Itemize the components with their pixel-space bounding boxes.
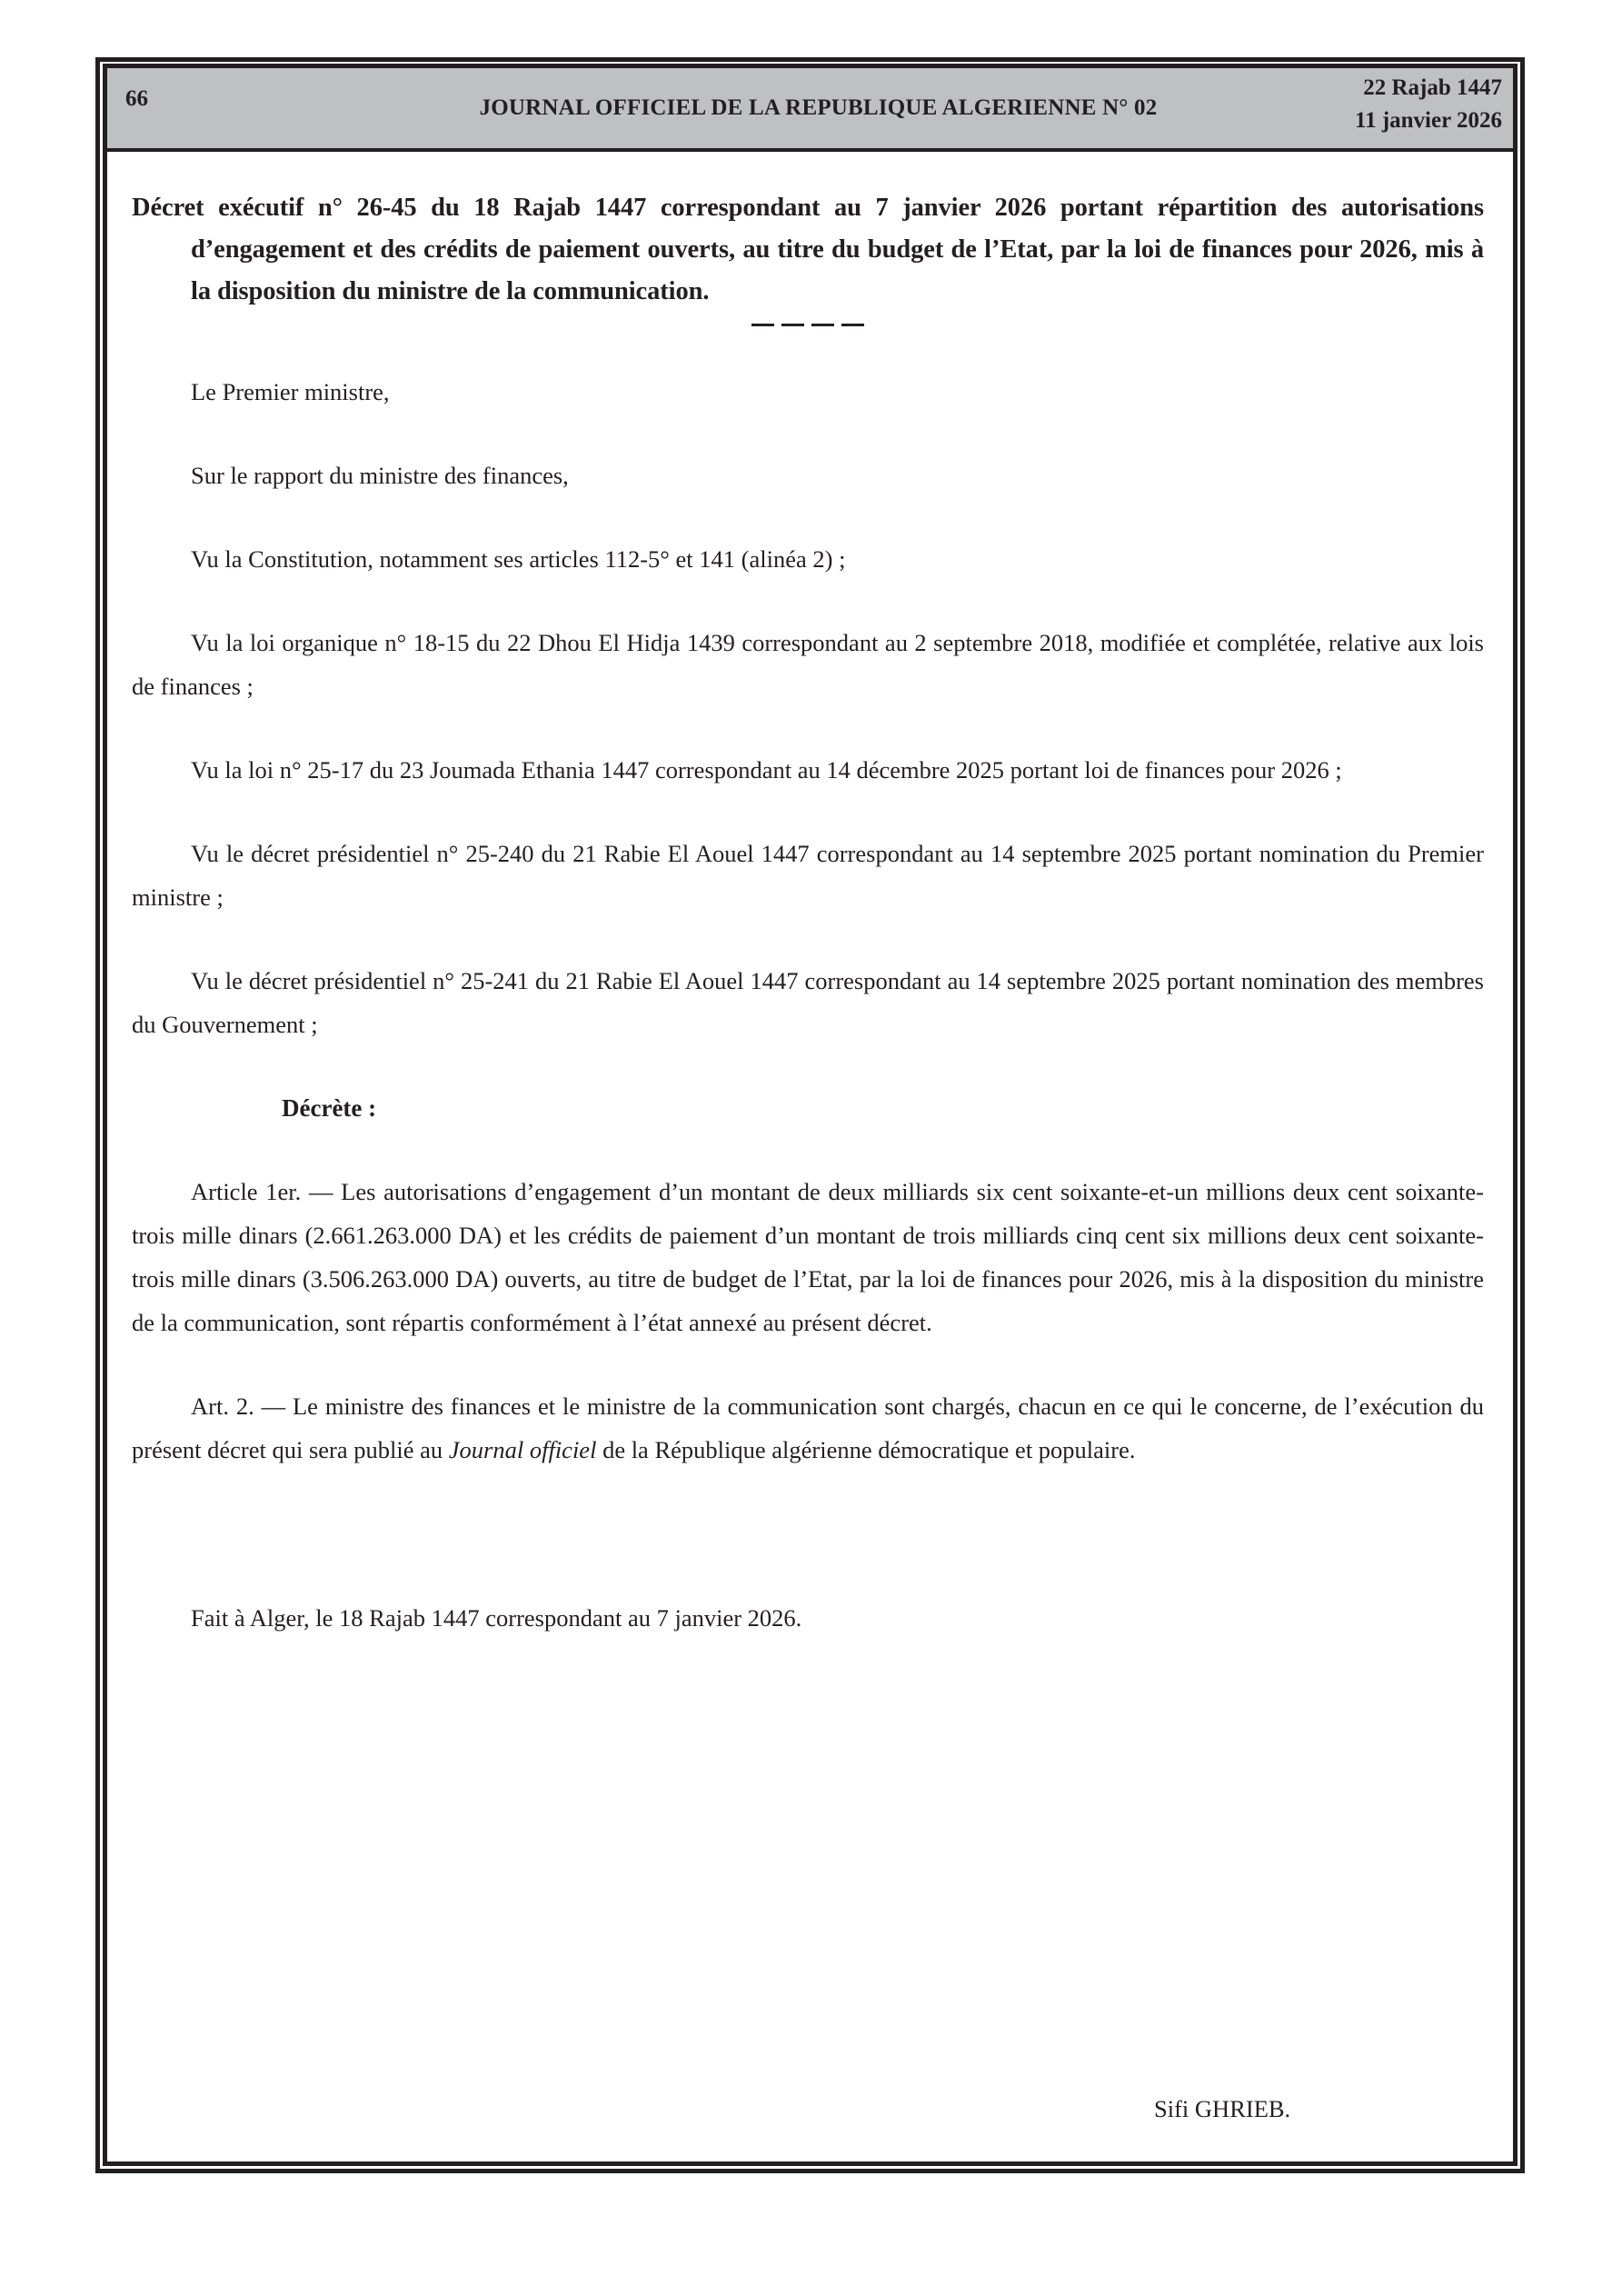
- article-2: [132, 1384, 1484, 1472]
- preamble-loi-organique: Vu la loi organique n° 18-15 du 22 Dhou El Hidja 1439 correspondant au 2 septembre 2018, modifiée et complétée, relative aux lois de finances ;: [132, 629, 1484, 700]
- document-body: [132, 187, 1484, 1640]
- article-2-text-end: de la République algérienne démocratique et populaire.: [596, 1436, 1136, 1463]
- preamble-loi-finances: Vu la loi n° 25-17 du 23 Joumada Ethania 1447 correspondant au 14 décembre 2025 portant loi de finances pour 2026 ;: [191, 756, 1342, 784]
- decrete-heading: Décrète :: [282, 1094, 377, 1122]
- separator-dash: [751, 324, 774, 326]
- preamble-premier-ministre: Le Premier ministre,: [191, 378, 390, 405]
- title-separator: [132, 322, 1484, 327]
- preamble-constitution: Vu la Constitution, notamment ses articles 112-5° et 141 (alinéa 2) ;: [191, 545, 846, 573]
- preamble-decret-premier-ministre: Vu le décret présidentiel n° 25-240 du 21 Rabie El Aouel 1447 correspondant au 14 septembre 2025 portant nomination du Premier ministre ;: [132, 840, 1484, 911]
- decree-title: Décret exécutif n° 26-45 du 18 Rajab 1447 correspondant au 7 janvier 2026 portant répartition des autorisations d’engagement et des crédits de paiement ouverts, au titre du budget de l’Etat, par la loi de finances pour 2026, mis à la disposition du ministre de la communication.: [132, 194, 1484, 305]
- journal-officiel-italic: Journal officiel: [448, 1436, 597, 1463]
- journal-header: [107, 68, 1513, 152]
- separator-dash: [811, 324, 834, 326]
- gregorian-date: 11 janvier 2026: [1354, 108, 1502, 133]
- preamble-rapport: Sur le rapport du ministre des finances,: [191, 462, 569, 489]
- journal-title: JOURNAL OFFICIEL DE LA REPUBLIQUE ALGERIENNE N° 02: [479, 95, 1158, 120]
- issue-date: [1355, 72, 1502, 137]
- article-2-text: Art. 2. — Le ministre des finances et le ministre de la communication sont chargés, chacun en ce qui le concerne, de l’exécution du présent décret qui sera publié au: [132, 1393, 1484, 1463]
- preamble-decret-gouvernement: Vu le décret présidentiel n° 25-241 du 21 Rabie El Aouel 1447 correspondant au 14 septembre 2025 portant nomination des membres du Gouvernement ;: [132, 967, 1484, 1038]
- done-at-statement: Fait à Alger, le 18 Rajab 1447 correspondant au 7 janvier 2026.: [191, 1604, 802, 1632]
- article-1: Article 1er. — Les autorisations d’engagement d’un montant de deux milliards six cent soixante-et-un millions deux cent soixante-trois mille dinars (2.661.263.000 DA) et les crédits de paiement d’un montant de trois milliards cinq cent six millions deux cent soixante-trois mille dinars (3.506.263.000 DA) ouverts, au titre de budget de l’Etat, par la loi de finances pour 2026, mis à la disposition du ministre de la communication, sont répartis conformément à l’état annexé au présent décret.: [132, 1178, 1484, 1336]
- separator-dash: [841, 324, 864, 326]
- hijri-date: 22 Rajab 1447: [1363, 75, 1502, 100]
- separator-dash: [781, 324, 804, 326]
- page-number: 66: [125, 86, 148, 111]
- signature: Sifi GHRIEB.: [1154, 2095, 1291, 2122]
